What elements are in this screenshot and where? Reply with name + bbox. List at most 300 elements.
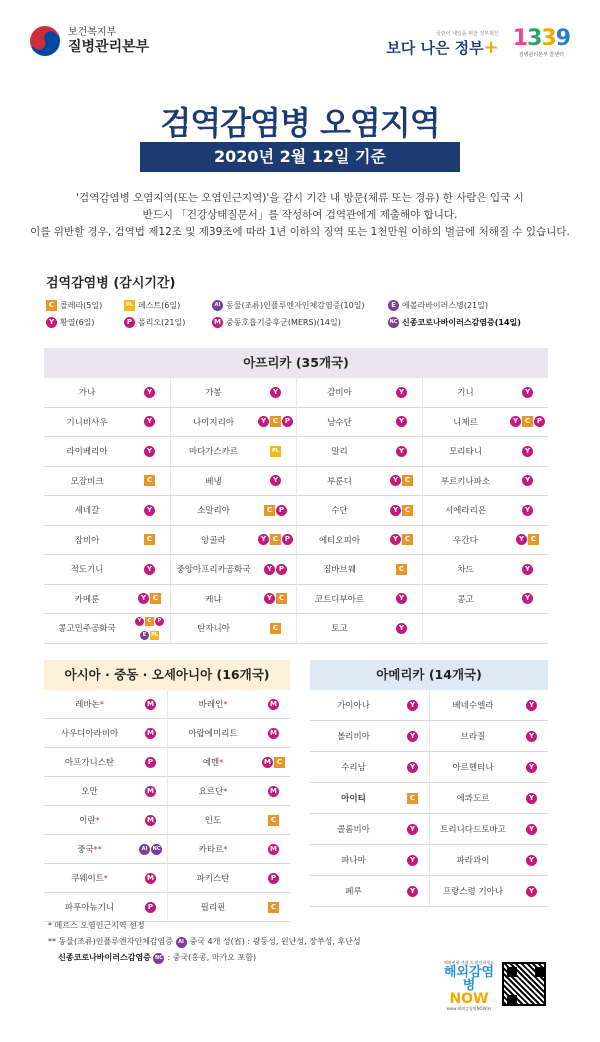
disease-marks xyxy=(397,814,429,845)
country-name xyxy=(167,719,258,748)
disease-marks xyxy=(258,777,290,806)
country-name xyxy=(167,806,258,835)
ai-badge-icon: AI xyxy=(176,937,187,948)
asia-table xyxy=(44,690,290,922)
y-badge-icon: Y xyxy=(144,387,155,398)
country-label: 남수단 xyxy=(327,417,352,428)
p-badge-icon: P xyxy=(268,873,279,884)
c-badge-icon: C xyxy=(276,593,287,604)
country-name xyxy=(296,614,382,644)
africa-table xyxy=(44,378,548,644)
country-name xyxy=(422,585,508,615)
country-label: 말리 xyxy=(331,447,348,458)
nc-badge-icon: NC xyxy=(153,953,164,964)
disease-marks xyxy=(397,721,429,752)
disease-marks xyxy=(130,526,170,556)
y-badge-icon: Y xyxy=(264,593,275,604)
country-name xyxy=(296,585,382,615)
disease-marks xyxy=(508,555,548,585)
disease-marks xyxy=(397,783,429,814)
country-label: 잠비아 xyxy=(74,535,100,546)
overseas-disease-now-logo xyxy=(441,960,497,1012)
country-name xyxy=(310,752,397,783)
footnote-star: * xyxy=(99,699,104,709)
legend-label: 황열(6일) xyxy=(60,318,95,327)
country-name xyxy=(44,585,130,615)
country-label: 카타르 xyxy=(198,845,224,855)
y-badge-icon: Y xyxy=(407,886,418,897)
e-badge-icon: E xyxy=(388,300,399,311)
footnote-ai-prefix: ** 동물(조류)인플루엔자인체감염증 xyxy=(48,937,173,946)
country-label: 아프가니스탄 xyxy=(64,758,115,768)
y-badge-icon: Y xyxy=(396,446,407,457)
country-name xyxy=(167,690,258,719)
c-badge-icon: C xyxy=(402,505,413,516)
country-name xyxy=(44,777,135,806)
legend-label: 콜레라(5일) xyxy=(60,301,103,310)
y-badge-icon: Y xyxy=(258,416,269,427)
country-label: 아르헨티나 xyxy=(452,763,494,773)
country-label: 모잠비크 xyxy=(70,476,104,487)
country-label: 베냉 xyxy=(205,476,222,487)
country-name xyxy=(429,876,516,907)
disease-marks xyxy=(256,496,296,526)
disease-marks xyxy=(508,526,548,556)
country-name xyxy=(310,721,397,752)
country-label: 브라질 xyxy=(460,732,486,742)
disease-marks xyxy=(256,555,296,585)
disease-marks xyxy=(256,585,296,615)
y-badge-icon: Y xyxy=(144,416,155,427)
country-name xyxy=(167,748,258,777)
p-badge-icon: P xyxy=(124,317,135,328)
country-name xyxy=(422,378,508,408)
country-label: 중앙아프리카공화국 xyxy=(176,565,251,576)
country-name xyxy=(44,496,130,526)
c-badge-icon: C xyxy=(528,534,539,545)
asia-panel xyxy=(44,660,290,922)
legend-row xyxy=(46,317,556,328)
country-label: 콩고민주공화국 xyxy=(58,624,116,635)
country-name xyxy=(296,437,382,467)
y-badge-icon: Y xyxy=(396,593,407,604)
country-name xyxy=(429,814,516,845)
country-name xyxy=(44,719,135,748)
better-government-logo xyxy=(386,30,498,58)
e-badge-icon: E xyxy=(140,631,149,640)
disease-marks xyxy=(130,496,170,526)
disease-marks xyxy=(258,719,290,748)
p-badge-icon: P xyxy=(282,416,293,427)
country-label: 콜롬비아 xyxy=(337,825,370,835)
disease-marks xyxy=(135,777,167,806)
country-name xyxy=(44,690,135,719)
country-label: 사우디아라비아 xyxy=(60,729,119,739)
y-badge-icon: Y xyxy=(526,762,537,773)
legend-label: 폴리오(21일) xyxy=(138,318,186,327)
country-label: 레바논 xyxy=(75,700,100,710)
country-label: 카메룬 xyxy=(74,594,100,605)
country-label: 요르단 xyxy=(198,787,224,797)
disease-marks xyxy=(382,408,422,438)
country-label: 마다가스카르 xyxy=(188,447,239,458)
country-name xyxy=(44,526,130,556)
country-label: 소말리아 xyxy=(197,506,230,517)
country-name xyxy=(44,467,130,497)
y-badge-icon: Y xyxy=(526,824,537,835)
c-badge-icon: C xyxy=(268,815,279,826)
country-name xyxy=(170,467,256,497)
country-label: 가나 xyxy=(78,388,96,399)
country-name xyxy=(44,614,130,644)
disease-marks xyxy=(516,690,548,721)
y-badge-icon: Y xyxy=(526,731,537,742)
country-label: 가이아나 xyxy=(337,701,370,711)
country-label: 수리남 xyxy=(341,763,366,773)
disease-marks xyxy=(256,437,296,467)
plus-icon: + xyxy=(483,37,499,58)
y-badge-icon: Y xyxy=(407,731,418,742)
y-badge-icon: Y xyxy=(396,416,407,427)
country-name xyxy=(167,864,258,893)
c-badge-icon: C xyxy=(407,793,418,804)
country-name xyxy=(170,437,256,467)
disease-marks xyxy=(130,437,170,467)
footnote-star: * xyxy=(223,844,228,854)
disease-marks xyxy=(516,752,548,783)
c-badge-icon: C xyxy=(274,757,285,768)
y-badge-icon: Y xyxy=(522,446,533,457)
country-label: 세네갈 xyxy=(74,506,100,517)
c-badge-icon: C xyxy=(270,534,281,545)
country-label: 시에라리온 xyxy=(444,506,487,517)
country-label: 감비아 xyxy=(327,388,352,399)
country-label: 바레인 xyxy=(198,700,224,710)
hotline-1339-logo xyxy=(513,26,570,58)
disease-marks xyxy=(382,467,422,497)
p-badge-icon: P xyxy=(145,757,156,768)
country-label: 파키스탄 xyxy=(196,874,230,884)
y-badge-icon: Y xyxy=(144,505,155,516)
y-badge-icon: Y xyxy=(46,317,57,328)
america-panel xyxy=(310,660,548,907)
country-name xyxy=(296,408,382,438)
y-badge-icon: Y xyxy=(390,534,401,545)
footnote-star: * xyxy=(223,699,228,709)
country-name xyxy=(44,437,130,467)
disease-marks xyxy=(130,614,170,644)
country-label: 아이티 xyxy=(341,794,366,804)
better-small: 국민이 내일을 위한 정부혁신 xyxy=(436,31,499,37)
p-badge-icon: P xyxy=(276,564,287,575)
country-label: 나이지리아 xyxy=(192,417,235,428)
country-name xyxy=(310,690,397,721)
page-title: 검역감염병 오염지역 xyxy=(160,104,440,142)
p-badge-icon: P xyxy=(282,534,293,545)
country-name xyxy=(422,555,508,585)
nc-badge-icon: NC xyxy=(151,844,162,855)
country-label: 베네수엘라 xyxy=(452,701,494,711)
y-badge-icon: Y xyxy=(522,387,533,398)
legend-item xyxy=(212,300,388,311)
country-name xyxy=(170,496,256,526)
legend-item xyxy=(388,317,556,328)
country-label: 부룬디 xyxy=(327,476,352,487)
y-badge-icon: Y xyxy=(270,475,281,486)
disease-marks xyxy=(382,555,422,585)
country-label: 기니 xyxy=(457,388,474,399)
country-label: 트리니다드토바고 xyxy=(440,825,506,835)
better-main: 보다 나은 정부 xyxy=(386,39,484,57)
disease-marks xyxy=(397,752,429,783)
country-name xyxy=(44,378,130,408)
africa-panel xyxy=(44,348,548,644)
disease-marks xyxy=(382,437,422,467)
y-badge-icon: Y xyxy=(526,855,537,866)
disease-marks xyxy=(382,496,422,526)
country-name xyxy=(422,437,508,467)
country-name xyxy=(44,864,135,893)
country-name xyxy=(296,467,382,497)
y-badge-icon: Y xyxy=(396,387,407,398)
org-main: 질병관리본부 xyxy=(68,38,150,55)
country-name xyxy=(170,585,256,615)
footnote-mers: * 메르스 오염인근지역 선정 xyxy=(48,921,145,930)
kdca-logo xyxy=(30,26,149,56)
country-name xyxy=(170,555,256,585)
country-label: 중국 xyxy=(77,845,94,855)
country-label: 니제르 xyxy=(453,417,478,428)
y-badge-icon: Y xyxy=(258,534,269,545)
c-badge-icon: C xyxy=(522,416,533,427)
disease-marks xyxy=(382,585,422,615)
country-name xyxy=(44,408,130,438)
country-name xyxy=(310,814,397,845)
disease-marks xyxy=(508,614,548,644)
country-label: 인도 xyxy=(204,816,222,826)
country-name xyxy=(310,783,397,814)
country-label: 필리핀 xyxy=(200,903,226,913)
disease-marks xyxy=(508,585,548,615)
disease-marks xyxy=(130,585,170,615)
m-badge-icon: M xyxy=(145,786,156,797)
footnote-star: * xyxy=(223,786,228,796)
country-name xyxy=(44,835,135,864)
country-name xyxy=(170,378,256,408)
footnotes xyxy=(48,918,361,966)
ai-badge-icon: AI xyxy=(139,844,150,855)
country-label: 우간다 xyxy=(453,535,478,546)
country-label: 콩고 xyxy=(457,594,474,605)
intro-line: 반드시 「건강상태질문서」를 작성하여 검역관에게 제출해야 합니다. xyxy=(142,209,458,221)
disease-marks xyxy=(135,719,167,748)
footnote-ai xyxy=(48,934,361,950)
c-badge-icon: C xyxy=(268,902,279,913)
footnote-nc-prefix: 신종코로나바이러스감염증 xyxy=(58,953,151,962)
disease-marks xyxy=(397,690,429,721)
ai-badge-icon: AI xyxy=(212,300,223,311)
country-label: 예멘 xyxy=(202,758,220,768)
disease-marks xyxy=(130,408,170,438)
hotline-digit: 3 xyxy=(527,26,542,51)
y-badge-icon: Y xyxy=(144,446,155,457)
c-badge-icon: C xyxy=(402,475,413,486)
hotline-digit: 1 xyxy=(512,26,528,51)
y-badge-icon: Y xyxy=(526,886,537,897)
country-name xyxy=(44,748,135,777)
disease-marks xyxy=(516,783,548,814)
country-label: 쿠웨이트 xyxy=(71,874,104,884)
country-name xyxy=(429,783,516,814)
hotline-caption: 질병관리본부 콜센터 xyxy=(518,52,564,58)
m-badge-icon: M xyxy=(212,317,223,328)
africa-title: 아프리카 (35개국) xyxy=(44,348,548,378)
footnote-nc-suffix: : 중국(홍콩, 마카오 포함) xyxy=(167,953,257,962)
country-name xyxy=(429,845,516,876)
country-name xyxy=(429,690,516,721)
disease-marks xyxy=(258,806,290,835)
c-badge-icon: C xyxy=(270,623,281,634)
promo-main2: NOW xyxy=(449,991,489,1007)
legend-label: 중동호흡기증후군(MERS)(14일) xyxy=(226,318,341,327)
asia-title: 아시아 · 중동 · 오세아니아 (16개국) xyxy=(44,660,290,690)
disease-marks xyxy=(382,614,422,644)
disease-marks xyxy=(130,555,170,585)
disease-marks xyxy=(256,526,296,556)
y-badge-icon: Y xyxy=(138,593,149,604)
y-badge-icon: Y xyxy=(522,593,533,604)
c-badge-icon: C xyxy=(264,505,275,516)
c-badge-icon: C xyxy=(402,534,413,545)
y-badge-icon: Y xyxy=(390,505,401,516)
disease-marks xyxy=(135,864,167,893)
disease-marks xyxy=(397,845,429,876)
country-label: 오만 xyxy=(81,787,98,797)
country-label: 가봉 xyxy=(205,388,222,399)
legend-title: 검역감염병 (감시기간) xyxy=(46,276,176,291)
y-badge-icon: Y xyxy=(390,475,401,486)
disease-marks xyxy=(508,378,548,408)
legend-label: 에볼라바이러스병(21일) xyxy=(402,301,488,310)
nc-badge-icon: NC xyxy=(388,317,399,328)
country-name xyxy=(167,777,258,806)
country-name xyxy=(170,526,256,556)
country-label: 탄자니아 xyxy=(197,624,230,635)
promo-url: www.해외감염병NOW.kr xyxy=(446,1006,492,1011)
country-name xyxy=(310,876,397,907)
country-label: 기니비사우 xyxy=(66,417,108,428)
country-name xyxy=(44,555,130,585)
country-label: 케냐 xyxy=(205,594,222,605)
country-label: 파푸아뉴기니 xyxy=(64,903,115,913)
hotline-digit: 9 xyxy=(555,26,570,51)
disease-marks xyxy=(516,845,548,876)
country-name xyxy=(422,526,508,556)
country-label: 코트디부아르 xyxy=(314,594,365,605)
footnote-star: * xyxy=(219,757,224,767)
y-badge-icon: Y xyxy=(407,700,418,711)
country-name xyxy=(167,835,258,864)
disease-marks xyxy=(516,876,548,907)
legend-label: 페스트(6일) xyxy=(138,301,181,310)
legend-item xyxy=(388,300,556,311)
disease-marks xyxy=(258,748,290,777)
legend xyxy=(46,272,556,334)
y-badge-icon: Y xyxy=(407,762,418,773)
disease-marks xyxy=(508,408,548,438)
pl-badge-icon: PL xyxy=(270,446,281,457)
country-label: 모리타니 xyxy=(449,447,482,458)
pl-badge-icon: PL xyxy=(151,631,158,638)
disease-marks xyxy=(382,378,422,408)
c-badge-icon: C xyxy=(150,593,161,604)
m-badge-icon: M xyxy=(145,815,156,826)
disease-marks xyxy=(256,408,296,438)
country-name xyxy=(170,408,256,438)
promo-main1: 해외감염병 xyxy=(443,965,495,993)
intro-text xyxy=(20,190,580,241)
country-label: 이란 xyxy=(79,816,96,826)
y-badge-icon: Y xyxy=(522,505,533,516)
y-badge-icon: Y xyxy=(270,387,281,398)
country-name xyxy=(422,614,508,644)
y-badge-icon: Y xyxy=(144,564,155,575)
country-name xyxy=(44,806,135,835)
country-name xyxy=(422,408,508,438)
intro-line: '검역감염병 오염지역(또는 오염인근지역)'을 감시 기간 내 방문(체류 또는 경유) 한 사람은 입국 시 xyxy=(76,192,524,204)
country-label: 토고 xyxy=(331,624,348,635)
legend-item xyxy=(46,300,124,311)
country-label: 아랍에미리트 xyxy=(188,729,238,739)
y-badge-icon: Y xyxy=(407,855,418,866)
hotline-digit: 3 xyxy=(541,26,556,51)
m-badge-icon: M xyxy=(145,699,156,710)
disease-marks xyxy=(508,467,548,497)
disease-marks xyxy=(256,378,296,408)
y-badge-icon: Y xyxy=(135,617,144,626)
y-badge-icon: Y xyxy=(264,564,275,575)
disease-marks xyxy=(256,467,296,497)
disease-marks xyxy=(258,835,290,864)
country-name xyxy=(422,496,508,526)
c-badge-icon: C xyxy=(145,617,154,626)
p-badge-icon: P xyxy=(155,617,164,626)
country-name xyxy=(310,845,397,876)
legend-label: 신종코로나바이러스감염증(14일) xyxy=(402,318,521,327)
pl-badge-icon: PL xyxy=(124,300,135,311)
country-name xyxy=(296,378,382,408)
y-badge-icon: Y xyxy=(516,534,527,545)
footnote-ai-suffix: 중국 4개 성(省) : 광둥성, 윈난성, 장쑤성, 후난성 xyxy=(189,937,361,946)
america-title: 아메리카 (14개국) xyxy=(310,660,548,690)
m-badge-icon: M xyxy=(262,757,273,768)
america-table xyxy=(310,690,548,907)
country-label: 파라과이 xyxy=(456,856,490,866)
disease-marks xyxy=(130,467,170,497)
country-label: 차드 xyxy=(457,565,474,576)
disease-marks xyxy=(258,690,290,719)
disease-marks xyxy=(516,814,548,845)
qr-code-icon[interactable] xyxy=(502,962,546,1006)
legend-row xyxy=(46,300,556,311)
country-name xyxy=(429,752,516,783)
disease-marks xyxy=(135,806,167,835)
y-badge-icon: Y xyxy=(407,824,418,835)
date-banner: 2020년 2월 12일 기준 xyxy=(140,142,460,172)
m-badge-icon: M xyxy=(268,786,279,797)
country-name xyxy=(170,614,256,644)
m-badge-icon: M xyxy=(145,728,156,739)
